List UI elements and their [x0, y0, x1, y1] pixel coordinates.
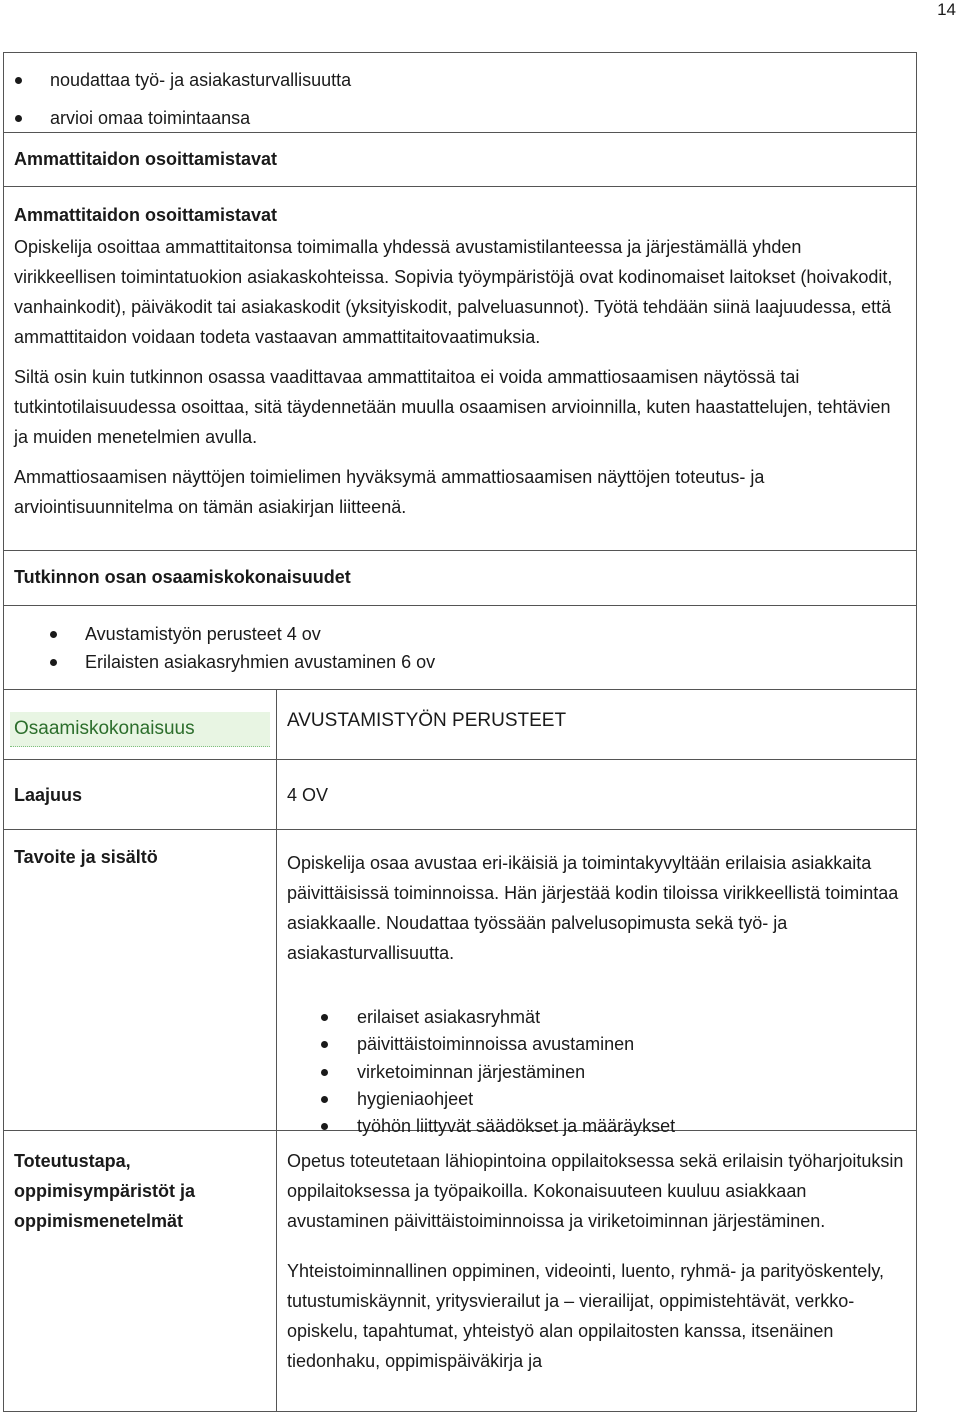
table-label-cell	[4, 690, 277, 759]
table-label-cell: Laajuus	[4, 760, 277, 829]
list-item: virketoiminnan järjestäminen	[287, 1059, 906, 1086]
table-value-cell: 4 OV	[287, 785, 329, 805]
table-value-cell: AVUSTAMISTYÖN PERUSTEET	[287, 710, 567, 731]
list-item: päivittäistoiminnoissa avustaminen	[287, 1031, 906, 1058]
page-number: 14	[937, 0, 956, 19]
top-bullet-list	[4, 66, 916, 142]
paragraph: Opiskelija osoittaa ammattitaitonsa toimimalla yhdessä avustamistilanteessa ja järjestämällä yhden virikkeellisen toimintatuokion asiakaskohteissa. Sopivia työympäristöjä ovat kodinomaiset laitokset (hoivakodit, vanhainkodit), päiväkodit tai asiakaskodit (yksityiskodit, palveluasunnot). Työtä tehdään siinä laajuudessa, että ammattitaidon voidaan todeta vastaavan ammattitaitovaatimuksia.	[14, 237, 893, 347]
competence-heading-section	[4, 551, 916, 606]
label-line: Toteutustapa,	[14, 1151, 131, 1171]
table-row	[4, 830, 916, 1137]
paragraph: Ammattiosaamisen näyttöjen toimielimen hyväksymä ammattiosaamisen näyttöjen toteutus- ja arviointisuunnitelma on tämän asiakirjan liitteenä.	[14, 467, 765, 517]
top-bullet-section	[4, 53, 916, 133]
section-heading: Ammattitaidon osoittamistavat	[14, 205, 278, 225]
document-frame	[3, 52, 917, 1412]
label-line: oppimismenetelmät	[14, 1211, 184, 1231]
label-line: oppimisympäristöt ja	[14, 1181, 196, 1201]
list-item: työhön liittyvät säädökset ja määräykset	[287, 1113, 906, 1140]
paragraph: Siltä osin kuin tutkinnon osassa vaadittavaa ammattitaitoa ei voida ammattiosaamisen näytössä tai tutkintotilaisuudessa osoittaa, sitä täydennetään muulla osaamisen arvioinnilla, kuten haastattelujen, tehtävien ja muiden menetelmien avulla.	[14, 367, 891, 447]
table-row	[4, 760, 916, 830]
list-item: Avustamistyön perusteet 4 ov	[4, 620, 916, 648]
table-row	[4, 690, 916, 760]
table-label-cell	[4, 1131, 277, 1412]
demonstration-section	[4, 187, 916, 551]
table-value-cell	[277, 830, 916, 1137]
list-item: hygieniaohjeet	[287, 1086, 906, 1113]
table-row	[4, 1131, 916, 1412]
content-list	[287, 1004, 906, 1140]
paragraph: Opiskelija osaa avustaa eri-ikäisiä ja toimintakyvyltään erilaisia asiakkaita päivittäisissä toiminnoissa. Hän järjestää kodin tiloissa virikkeellistä toimintaa asiakkaalle. Noudattaa työssään palvelusopimusta sekä työ- ja asiakasturvallisuutta.	[287, 853, 899, 963]
section-heading: Ammattitaidon osoittamistavat	[14, 149, 278, 169]
list-item: Erilaisten asiakasryhmien avustaminen 6 ov	[4, 648, 916, 676]
highlighted-label: Osaamiskokonaisuus	[10, 712, 270, 747]
list-item: erilaiset asiakasryhmät	[287, 1004, 906, 1031]
paragraph: Yhteistoiminnallinen oppiminen, videointi, luento, ryhmä- ja parityöskentely, tutustumiskäynnit, yritysvierailut ja – vierailijat, oppimistehtävät, verkko-opiskelu, tapahtumat, yhteistyö alan oppilaitosten kanssa, itsenäinen tiedonhaku, oppimispäiväkirja ja	[287, 1261, 884, 1371]
list-item: arvioi omaa toimintaansa	[4, 104, 916, 142]
section-heading: Tutkinnon osan osaamiskokonaisuudet	[14, 567, 351, 587]
list-item: noudattaa työ- ja asiakasturvallisuutta	[4, 66, 916, 104]
table-value-cell	[277, 1131, 916, 1412]
paragraph: Opetus toteutetaan lähiopintoina oppilaitoksessa sekä erilaisin työharjoituksin oppilaitoksessa ja työpaikoilla. Kokonaisuuteen kuuluu asiakkaan avustaminen päivittäistoiminnoissa ja viriketoiminnan järjestäminen.	[287, 1151, 904, 1231]
table-label-cell: Tavoite ja sisältö	[4, 830, 277, 1130]
competence-list	[4, 620, 916, 676]
competence-list-section	[4, 606, 916, 690]
